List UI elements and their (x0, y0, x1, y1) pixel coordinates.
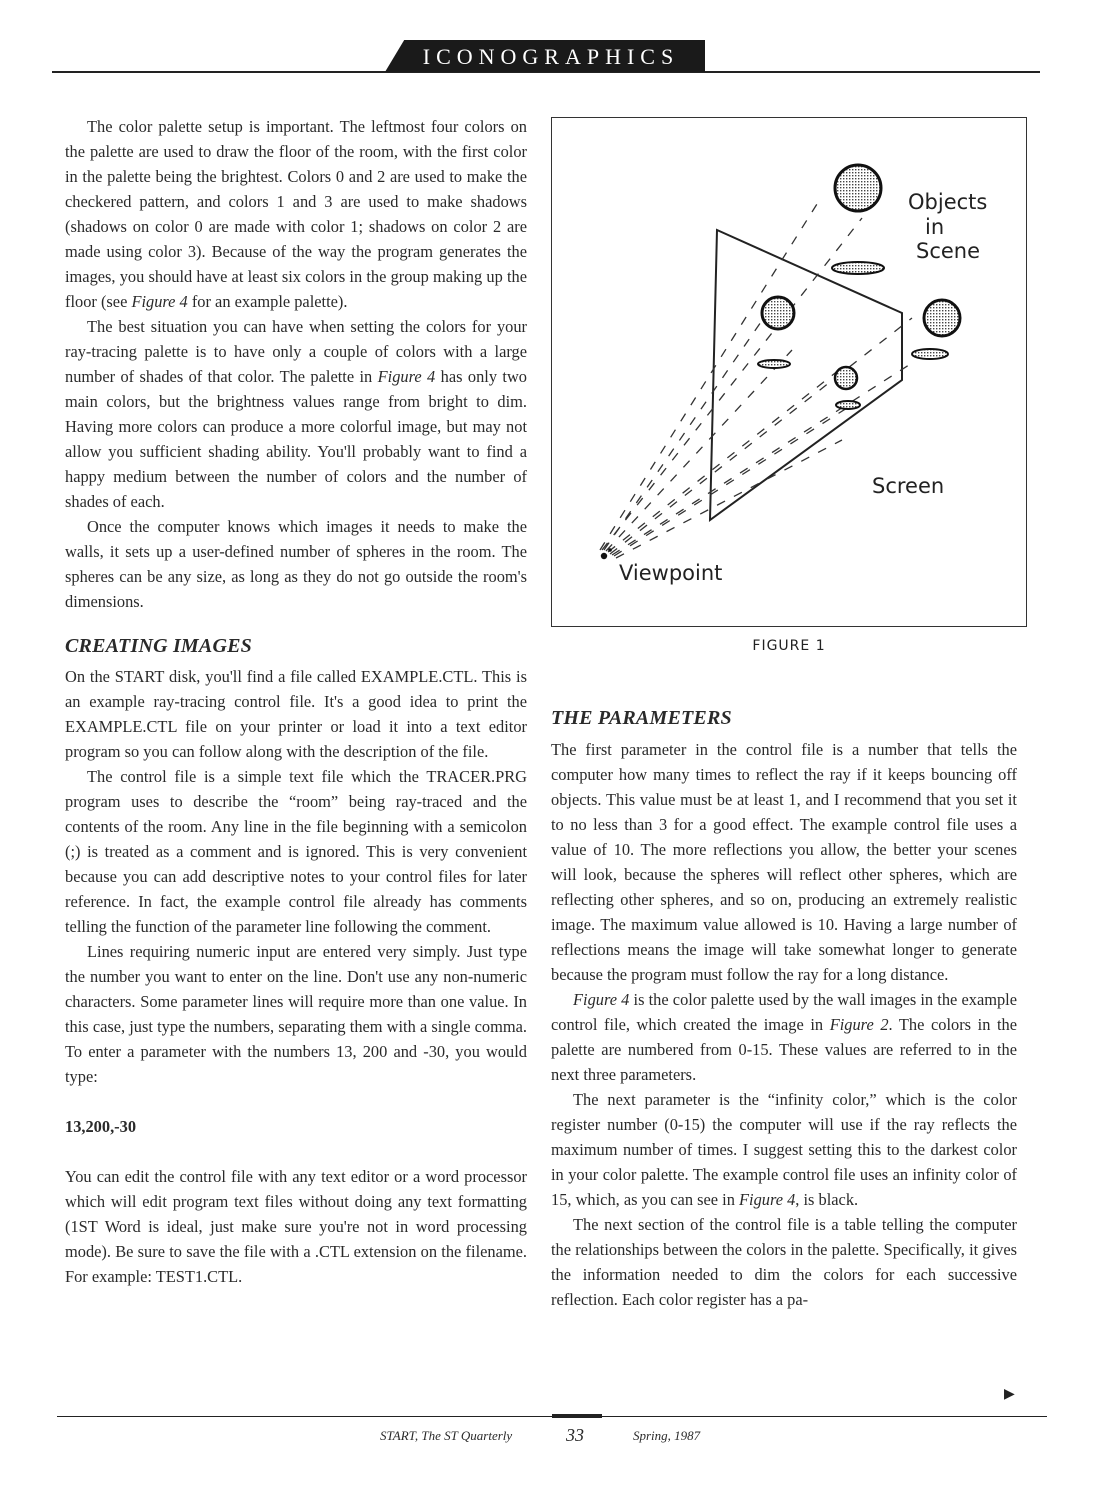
section-title: ICONOGRAPHICS (422, 44, 680, 69)
paragraph: You can edit the control file with any text editor or a word processor which will edit program text files without doing any text formatting (1ST Word is ideal, just make sure you're not in word processing mode). Be sure to save the file with a .CTL extension on the filename. For example: TEST1.CTL. (65, 1167, 527, 1286)
paragraph: The first parameter in the control file is a number that tells the computer how many times to reflect the ray if it keeps bouncing off objects. This value must be at least 1, and I recommend that you set it to no less than 3 for a good effect. The example control file uses a value of 10. The more reflections you allow, the better your scenes will look, because the spheres will reflect other spheres, which are reflecting other spheres, and so on, producing an extremely realistic image. The maximum value allowed is 10. Having a large number of reflections means the image will take somewhat longer to generate because the program must follow the ray for a long distance. (551, 740, 1017, 984)
paragraph: On the START disk, you'll find a file called EXAMPLE.CTL. This is an example ray-tracing control file. It's a good idea to print the EXAMPLE.CTL file on your printer or load it into a text editor program so you can follow along with the description of the file. (65, 667, 527, 761)
figure-caption: FIGURE 1 (752, 638, 826, 654)
viewpoint-dot (601, 553, 607, 559)
ray-lines (600, 196, 912, 558)
paragraph: Once the computer knows which images it needs to make the walls, it sets up a user-defined number of spheres in the room. The spheres can be any size, as long as they do not go outside the room's dimensions. (65, 517, 527, 611)
code-example: 13,200,-30 (65, 1117, 137, 1136)
label-objects: Objects (908, 190, 988, 214)
heading-the-parameters: THE PARAMETERS (551, 707, 732, 729)
paragraph: Lines requiring numeric input are entered very simply. Just type the number you want to enter on the line. Don't use any non-numeric characters. Some parameter lines will require more than one value. In this case, just type the numbers, separating them with a single comma. To enter a parameter with the numbers 13, 200 and -30, you would type: (65, 942, 527, 1086)
ray-tracing-diagram (552, 118, 1026, 626)
paragraph: The best situation you can have when setting the colors for your ray-tracing palette is to have only a couple of colors with a large number of shades of that color. The palette in Figure 4 has only two main colors, but the brightness values range from bright to dim. Having more colors can produce a more colorful image, but may not allow you sufficient shading ability. You'll probably want to find a happy medium between the number of colors and the number of shades of each. (65, 317, 527, 511)
paragraph: The next parameter is the “infinity color,” which is the color register number (0-15) the computer will use if the ray reflects the maximum number of times. I suggest setting this to the darkest color in your color palette. The example control file uses an infinity color of 15, which, as you can see in Figure 4, is black. (551, 1090, 1017, 1209)
right-column (551, 705, 1017, 1312)
label-screen: Screen (872, 474, 945, 498)
figure-1 (551, 117, 1027, 627)
paragraph: The control file is a simple text file which the TRACER.PRG program uses to describe the “room” being ray-traced and the contents of the room. Any line in the file beginning with a semicolon (;) is treated as a comment and is ignored. This is very convenient because you can add descriptive notes to your control files for later reference. In fact, the example control file already has comments telling the function of the parameter line following the comment. (65, 767, 527, 936)
paragraph: The color palette setup is important. The leftmost four colors on the palette are used to draw the floor of the room, with the first color in the palette being the brightest. Colors 0 and 2 are used to make the checkered pattern, and colors 1 and 3 are used to make shadows (shadows on color 0 are made with color 1; shadows on color 2 are made using color 3). Because of the way the program generates the images, you should have at least six colors in the group making up the floor (see Figure 4 for an example palette). (65, 117, 527, 311)
paragraph: Figure 4 is the color palette used by the wall images in the example control file, which created the image in Figure 2. The colors in the palette are numbered from 0-15. These values are referred to in the next three parameters. (551, 990, 1018, 1084)
heading-creating-images: CREATING IMAGES (65, 635, 252, 657)
label-scene: Scene (916, 239, 981, 263)
paragraph: The next section of the control file is a table telling the computer the relationships between the colors in the palette. Specifically, it gives the information needed to dim the colors for each successive reflection. Each color register has a pa- (551, 1215, 1017, 1309)
footer-publication: START, The ST Quarterly (380, 1428, 513, 1443)
label-in: in (925, 215, 945, 239)
left-column (65, 114, 527, 1289)
footer-date: Spring, 1987 (633, 1428, 701, 1443)
page-number: 33 (566, 1425, 584, 1445)
continue-arrow-icon: ▶ (1004, 1387, 1015, 1402)
footer-rule-accent (552, 1414, 602, 1418)
label-viewpoint: Viewpoint (619, 561, 723, 585)
